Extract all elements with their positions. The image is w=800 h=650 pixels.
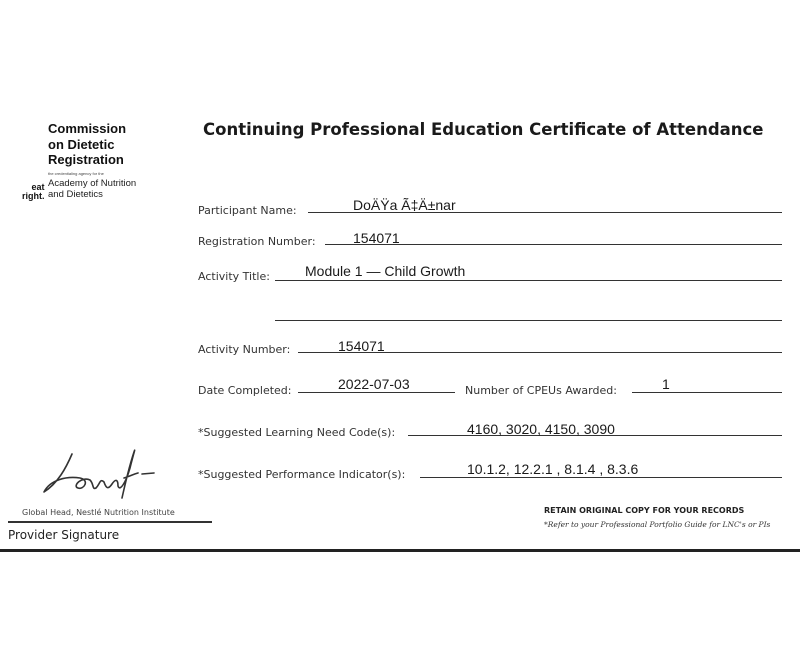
provider-signature-image [38, 438, 158, 500]
registration-number-label: Registration Number: [198, 235, 316, 248]
cdr-tagline: the credentialing agency for the [48, 171, 104, 176]
signature-caption: Global Head, Nestlé Nutrition Institute [22, 508, 175, 517]
bottom-border [0, 549, 800, 552]
registration-number-value: 154071 [353, 230, 400, 246]
cdr-logo-text [48, 121, 126, 168]
performance-indicators-line [420, 477, 782, 478]
performance-indicators-label: *Suggested Performance Indicator(s): [198, 468, 406, 481]
eat-right-word: right. [22, 191, 45, 201]
activity-title-value: Module 1 — Child Growth [305, 263, 466, 279]
performance-indicators-value: 10.1.2, 12.2.1 , 8.1.4 , 8.3.6 [467, 461, 639, 477]
learning-need-codes-value: 4160, 3020, 4150, 3090 [467, 421, 615, 437]
date-completed-value: 2022-07-03 [338, 376, 410, 392]
eat-right-word: eat [31, 182, 45, 192]
portfolio-guide-note: *Refer to your Professional Portfolio Guide for LNC's or PIs [544, 520, 771, 529]
cdr-name-line: Registration [48, 152, 124, 167]
cpeus-value: 1 [662, 376, 670, 392]
activity-number-value: 154071 [338, 338, 385, 354]
participant-name-label: Participant Name: [198, 204, 297, 217]
date-completed-line [298, 392, 455, 393]
activity-title-label: Activity Title: [198, 270, 270, 283]
cdr-name-line: on Dietetic [48, 136, 115, 152]
certificate-title: Continuing Professional Education Certificate of Attendance [203, 120, 764, 139]
activity-number-label: Activity Number: [198, 343, 291, 356]
eat-right-logo [22, 183, 45, 201]
cpeus-line [632, 392, 782, 393]
retain-copy-note: RETAIN ORIGINAL COPY FOR YOUR RECORDS [544, 506, 745, 515]
activity-title-line [275, 280, 782, 281]
academy-name [48, 178, 136, 200]
date-completed-label: Date Completed: [198, 384, 292, 397]
academy-line: and Dietetics [48, 189, 103, 200]
provider-signature-label: Provider Signature [8, 528, 120, 542]
academy-line: Academy of Nutrition [48, 178, 137, 189]
cpeus-label: Number of CPEUs Awarded: [465, 384, 617, 397]
learning-need-codes-label: *Suggested Learning Need Code(s): [198, 426, 396, 439]
cdr-name-line: Commission [48, 121, 127, 136]
participant-name-value: DoÄŸa Ã‡Ä±nar [353, 197, 456, 213]
signature-line [8, 521, 212, 523]
activity-title-line-2 [275, 320, 782, 321]
